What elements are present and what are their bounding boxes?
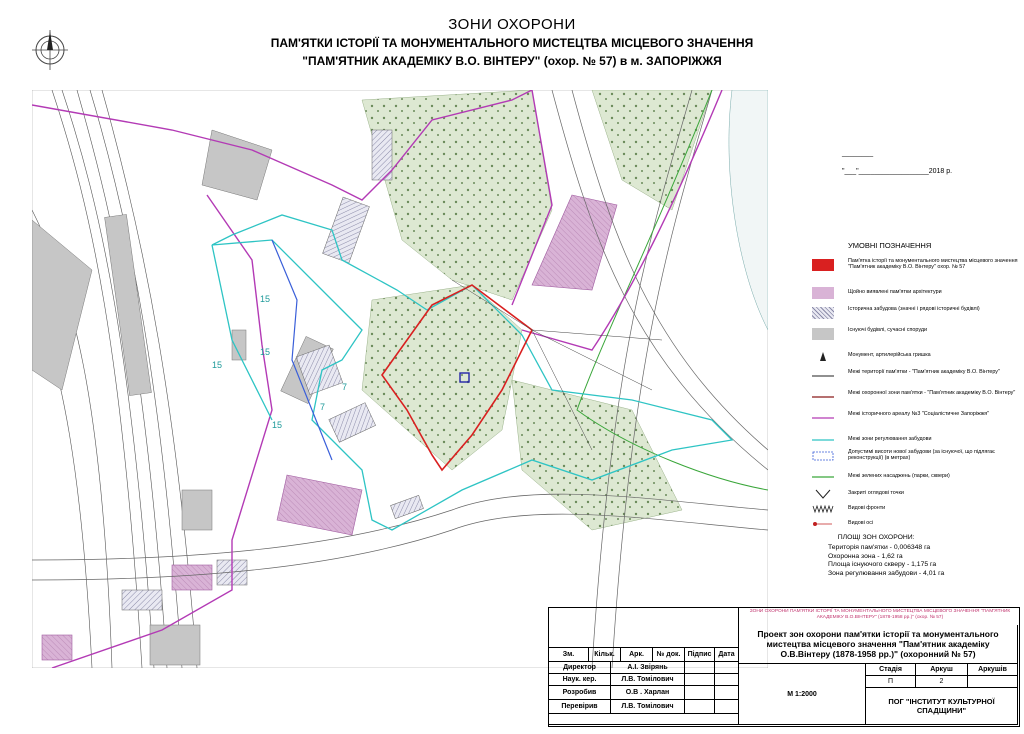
legend-item-protected-zone-line [812,390,1016,406]
map-subtitle: ПАМ'ЯТКИ ІСТОРІЇ ТА МОНУМЕНТАЛЬНОГО МИСТЕЦТВА МІСЦЕВОГО ЗНАЧЕННЯ [270,36,754,50]
legend-text: Закриті оглядові точки [848,490,904,496]
role-name: Л.В. Томілович [611,674,685,686]
dashed-box-icon [812,450,834,462]
legend-item-view-axis [812,517,1012,533]
black-line-icon [812,370,834,382]
legend-text: Пам'ятка історії та монументального мистецтва місцевого значення "Пам'ятник академіку В.О. Вінтеру" охор. № 57 [848,258,1018,271]
col-header: Підпис [685,648,715,662]
legend-text: Межі зелених насаджень (парки, сквери) [848,473,950,479]
signature-cell [685,686,715,700]
zone-label: 15 [260,294,271,304]
map-subtitle-object: "ПАМ'ЯТНИК АКАДЕМІКУ В.О. ВІНТЕРУ" (охор. № 57) в м. ЗАПОРІЖЖЯ [302,54,722,68]
date-cell [715,674,739,686]
gray-fill-icon [812,328,834,340]
sheets-value [968,676,1018,688]
legend-text: Видові фронти [848,505,886,511]
role-name: А.І. Звірянь [611,662,685,674]
legend-heading: УМОВНІ ПОЗНАЧЕННЯ [848,241,932,250]
zone-areas [828,534,944,579]
zone-label: 7 [320,402,326,412]
approval-signature-line: ________ [842,150,874,157]
view-axis-icon [812,518,834,530]
date-cell [715,700,739,714]
area-line: Територія пам'ятки - 0,006348 га [828,543,931,551]
scale-text: М 1:2000 [787,690,817,698]
title-block [548,607,1020,727]
role-name: Л.В. Томілович [611,700,685,714]
legend-item-green-line [812,470,1012,486]
col-header: Арк. [621,648,653,662]
role-label: Розробив [549,686,611,700]
legend-item-view-front [812,502,1012,518]
purple-line-icon [812,412,834,424]
sheet-label: Аркуш [916,664,968,676]
zone-label: 15 [272,420,283,430]
legend-text: Межі зони регулювання забудови [848,436,932,442]
legend-text: Існуючі будівлі, сучасні споруди [848,327,927,333]
role-label: Перевірив [549,700,611,714]
legend-item-height-limit [812,449,1012,465]
legend-text: Історична забудова (значні і рядові історичні будівлі) [848,306,980,312]
signature-cell [685,662,715,674]
sheets-label: Аркушів [968,664,1018,676]
legend-item-monument-symbol [812,349,1012,365]
legend-item-monument [812,258,1018,274]
zone-label: 7 [342,382,348,392]
signature-cell [685,700,715,714]
legend-item-territory-line [812,369,1012,385]
legend-item-regulation-line [812,433,1012,449]
approval-date: "___"__________________2018 р. [842,168,953,175]
legend-text: Видові осі [848,520,874,526]
legend-item-historic-area-line [812,411,1012,427]
legend-text: Щойно виявлені пам'ятки архітектури [848,289,942,295]
view-front-icon [812,503,834,515]
role-name: О.В . Харлан [611,686,685,700]
pink-fill-icon [812,287,834,299]
col-header: Кільк. [589,648,621,662]
cyan-line-icon [812,434,834,446]
col-header: Дата [715,648,739,662]
date-cell [715,686,739,700]
monument-triangle-icon [812,350,834,362]
green-line-icon [812,471,834,483]
darkred-line-icon [812,391,834,403]
legend-item-newly-discovered [812,286,1012,302]
legend-item-existing-buildings [812,327,1012,343]
legend-item-historic-buildings [812,306,1012,322]
blank-cell [549,608,739,648]
zone-label: 15 [212,360,223,370]
north-arrow-icon [30,28,70,72]
area-line: Площа існуючого скверу - 1,175 га [828,561,937,569]
date-cell [715,662,739,674]
red-fill-icon [812,259,834,271]
view-point-icon [812,488,834,500]
project-title: Проект зон охорони пам'ятки історії та монументального мистецтва місцевого значення "Пам'ятник академіку О.В.Вінтеру (1878-1958 рр.)" (охоронний № 57) [739,625,1018,664]
legend-text: Монумент, артилерійська гришка [848,352,931,358]
area-line: Охоронна зона - 1,62 га [828,552,903,560]
hatched-fill-icon [812,307,834,319]
stamp-small-header: ЗОНИ ОХОРОНИ ПАМ'ЯТКИ ІСТОРІЇ ТА МОНУМЕНТАЛЬНОГО МИСТЕЦТВА МІСЦЕВОГО ЗНАЧЕННЯ "ПАМ'ЯТНИК АКАДЕМІКУ В.О.ВІНТЕРУ" (1878-1958 рр.)" (охор. № 57) [749,609,1011,620]
site-plan-map[interactable] [32,90,768,668]
blank-row [549,714,739,725]
organization: ПОГ "ІНСТИТУТ КУЛЬТУРНОЇ СПАДЩИНИ" [866,688,1018,725]
stage-value: П [866,676,916,688]
role-label: Директор [549,662,611,674]
role-label: Наук. кер. [549,674,611,686]
area-line: Зона регулювання забудови - 4,01 га [828,570,945,578]
legend-text: Межі охоронної зони пам'ятки - "Пам'ятник академіку В.О. Вінтеру" [848,390,1016,396]
col-header: № док. [653,648,685,662]
zone-label: 15 [260,347,271,357]
scale-cell [739,664,866,725]
legend-item-view-point [812,487,1012,503]
col-header: Зм. [549,648,589,662]
legend-text: Межі території пам'ятки - "Пам'ятник академіку В.О. Вінтеру" [848,369,1000,375]
legend-text: Допустимі висоти нової забудови (за існуючої, що підлягає реконструкції) (в метрах) [848,449,995,462]
sheet-value: 2 [916,676,968,688]
map-title: ЗОНИ ОХОРОНИ [448,16,576,33]
signature-cell [685,674,715,686]
legend-text: Межі історичного ареалу №3 "Соціалістичне Запоріжжя" [848,411,990,417]
areas-heading: ПЛОЩІ ЗОН ОХОРОНИ: [837,534,915,541]
stage-label: Стадія [866,664,916,676]
